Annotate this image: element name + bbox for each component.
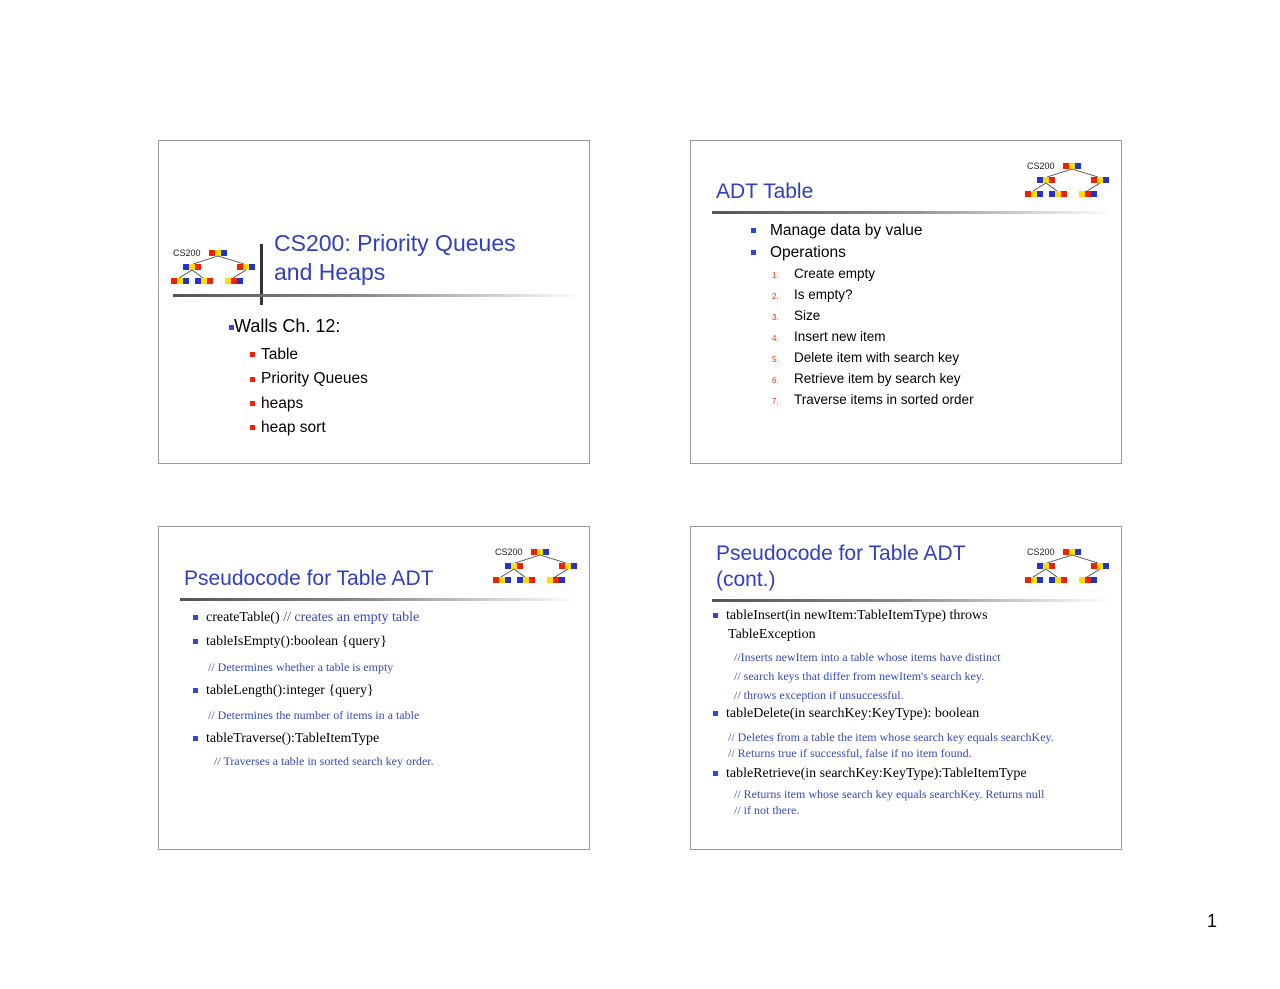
item-number: 6. [772, 376, 779, 385]
code-text: tableDelete(in searchKey:KeyType): boolean [726, 706, 980, 721]
square-bullet-icon [193, 639, 198, 644]
title-line-1: CS200: Priority Queues [274, 230, 516, 256]
code-text: tableInsert(in newItem:TableItemType) throws [726, 608, 988, 623]
slide-2 [690, 140, 1122, 464]
code-comment: // if not there. [734, 803, 800, 817]
cs200-tree-logo [1025, 545, 1117, 587]
list-item [751, 220, 923, 242]
code-comment: // Returns true if successful, false if no item found. [728, 746, 972, 760]
list-item [772, 306, 974, 327]
cs200-tree-logo [493, 545, 585, 587]
list-item-text: Manage data by value [770, 222, 923, 239]
list-item [193, 634, 387, 650]
list-item [772, 327, 974, 348]
logo-text: CS200 [495, 547, 523, 557]
cs200-tree-logo [171, 246, 263, 288]
title-underline [712, 211, 1112, 214]
item-number: 1. [772, 271, 779, 280]
list-item [772, 348, 974, 369]
slide-4 [690, 526, 1122, 850]
sub-list [250, 343, 368, 440]
code-comment: // Deletes from a table the item whose search key equals searchKey. [728, 730, 1054, 744]
list-item-text: Delete item with search key [794, 350, 960, 365]
list-item-text: Traverse items in sorted order [794, 392, 974, 407]
list-item-text: Operations [770, 244, 846, 261]
code-text: TableException [728, 627, 816, 642]
square-bullet-icon [713, 711, 718, 716]
logo-text: CS200 [1027, 161, 1055, 171]
title-underline [173, 294, 583, 297]
list-item [250, 392, 368, 416]
item-number: 4. [772, 334, 779, 343]
list-item [772, 264, 974, 285]
list-item [250, 343, 368, 367]
square-bullet-icon [193, 615, 198, 620]
code-comment-block [728, 729, 1054, 761]
list-item-text: heap sort [261, 418, 326, 436]
square-bullet-icon [751, 250, 756, 255]
item-number: 5. [772, 355, 779, 364]
code-comment-block [734, 648, 1001, 705]
title-underline [712, 599, 1112, 602]
list-item [772, 285, 974, 306]
logo-text: CS200 [1027, 547, 1055, 557]
square-bullet-icon [193, 736, 198, 741]
title-line-2: (cont.) [716, 568, 776, 591]
list-item-text: Size [794, 308, 821, 323]
square-bullet-icon [250, 352, 255, 357]
title-line-2: and Heaps [274, 259, 386, 285]
main-bullet-text: Walls Ch. 12: [234, 316, 341, 336]
code-comment: // Determines the number of items in a table [208, 708, 420, 722]
list-item [193, 683, 374, 699]
list-item [713, 608, 988, 624]
page-number: 1 [1207, 911, 1218, 931]
item-number: 7. [772, 397, 779, 406]
code-text: tableRetrieve(in searchKey:KeyType):TableItemType [726, 766, 1027, 781]
cs200-tree-logo [1025, 159, 1117, 201]
code-comment: // Determines whether a table is empty [208, 660, 394, 674]
slide-3 [158, 526, 590, 850]
code-text: tableLength():integer {query} [206, 683, 374, 698]
list-item-text: Retrieve item by search key [794, 371, 961, 386]
item-number: 3. [772, 313, 779, 322]
code-text: tableIsEmpty():boolean {query} [206, 634, 387, 649]
code-comment: // throws exception if unsuccessful. [734, 688, 904, 702]
list-item [751, 242, 923, 264]
list-item-text: Table [261, 346, 299, 363]
list-item-text: Insert new item [794, 329, 886, 344]
slide-1 [158, 140, 590, 464]
slide-title: Pseudocode for Table ADT [184, 567, 434, 590]
code-comment: // search keys that differ from newItem's search key. [734, 669, 985, 683]
operations-list [772, 264, 974, 411]
square-bullet-icon [713, 613, 718, 618]
list-item [772, 369, 974, 390]
list-item [713, 766, 1027, 782]
code-comment: // Returns item whose search key equals searchKey. Returns null [734, 787, 1045, 801]
code-text: createTable() [206, 610, 280, 625]
title-underline [180, 598, 580, 601]
square-bullet-icon [713, 771, 718, 776]
square-bullet-icon [751, 228, 756, 233]
list-item [193, 731, 379, 747]
code-comment: // Traverses a table in sorted search key order. [214, 754, 434, 768]
code-comment: //Inserts newItem into a table whose items have distinct [734, 650, 1001, 664]
list-item-text: Priority Queues [261, 370, 368, 388]
list-item [250, 367, 368, 391]
code-comment-block [734, 786, 1044, 818]
item-number: 2. [772, 292, 779, 301]
logo-text: CS200 [173, 248, 201, 258]
slide-title [274, 229, 516, 287]
main-bullet [229, 316, 340, 337]
square-bullet-icon [193, 688, 198, 693]
square-bullet-icon [250, 377, 255, 382]
list-item [193, 610, 419, 626]
list-item-text: heaps [261, 394, 304, 412]
slide-title: ADT Table [716, 180, 814, 203]
slide-title [716, 541, 965, 593]
list-item [772, 390, 974, 411]
bullet-list [751, 220, 923, 264]
list-item [713, 706, 979, 722]
title-line-1: Pseudocode for Table ADT [716, 542, 966, 565]
code-comment: // creates an empty table [283, 610, 420, 625]
list-item-text: Is empty? [794, 287, 853, 302]
square-bullet-icon [250, 425, 255, 430]
code-text: tableTraverse():TableItemType [206, 731, 380, 746]
square-bullet-icon [250, 401, 255, 406]
list-item [250, 416, 368, 440]
list-item-text: Create empty [794, 266, 876, 281]
